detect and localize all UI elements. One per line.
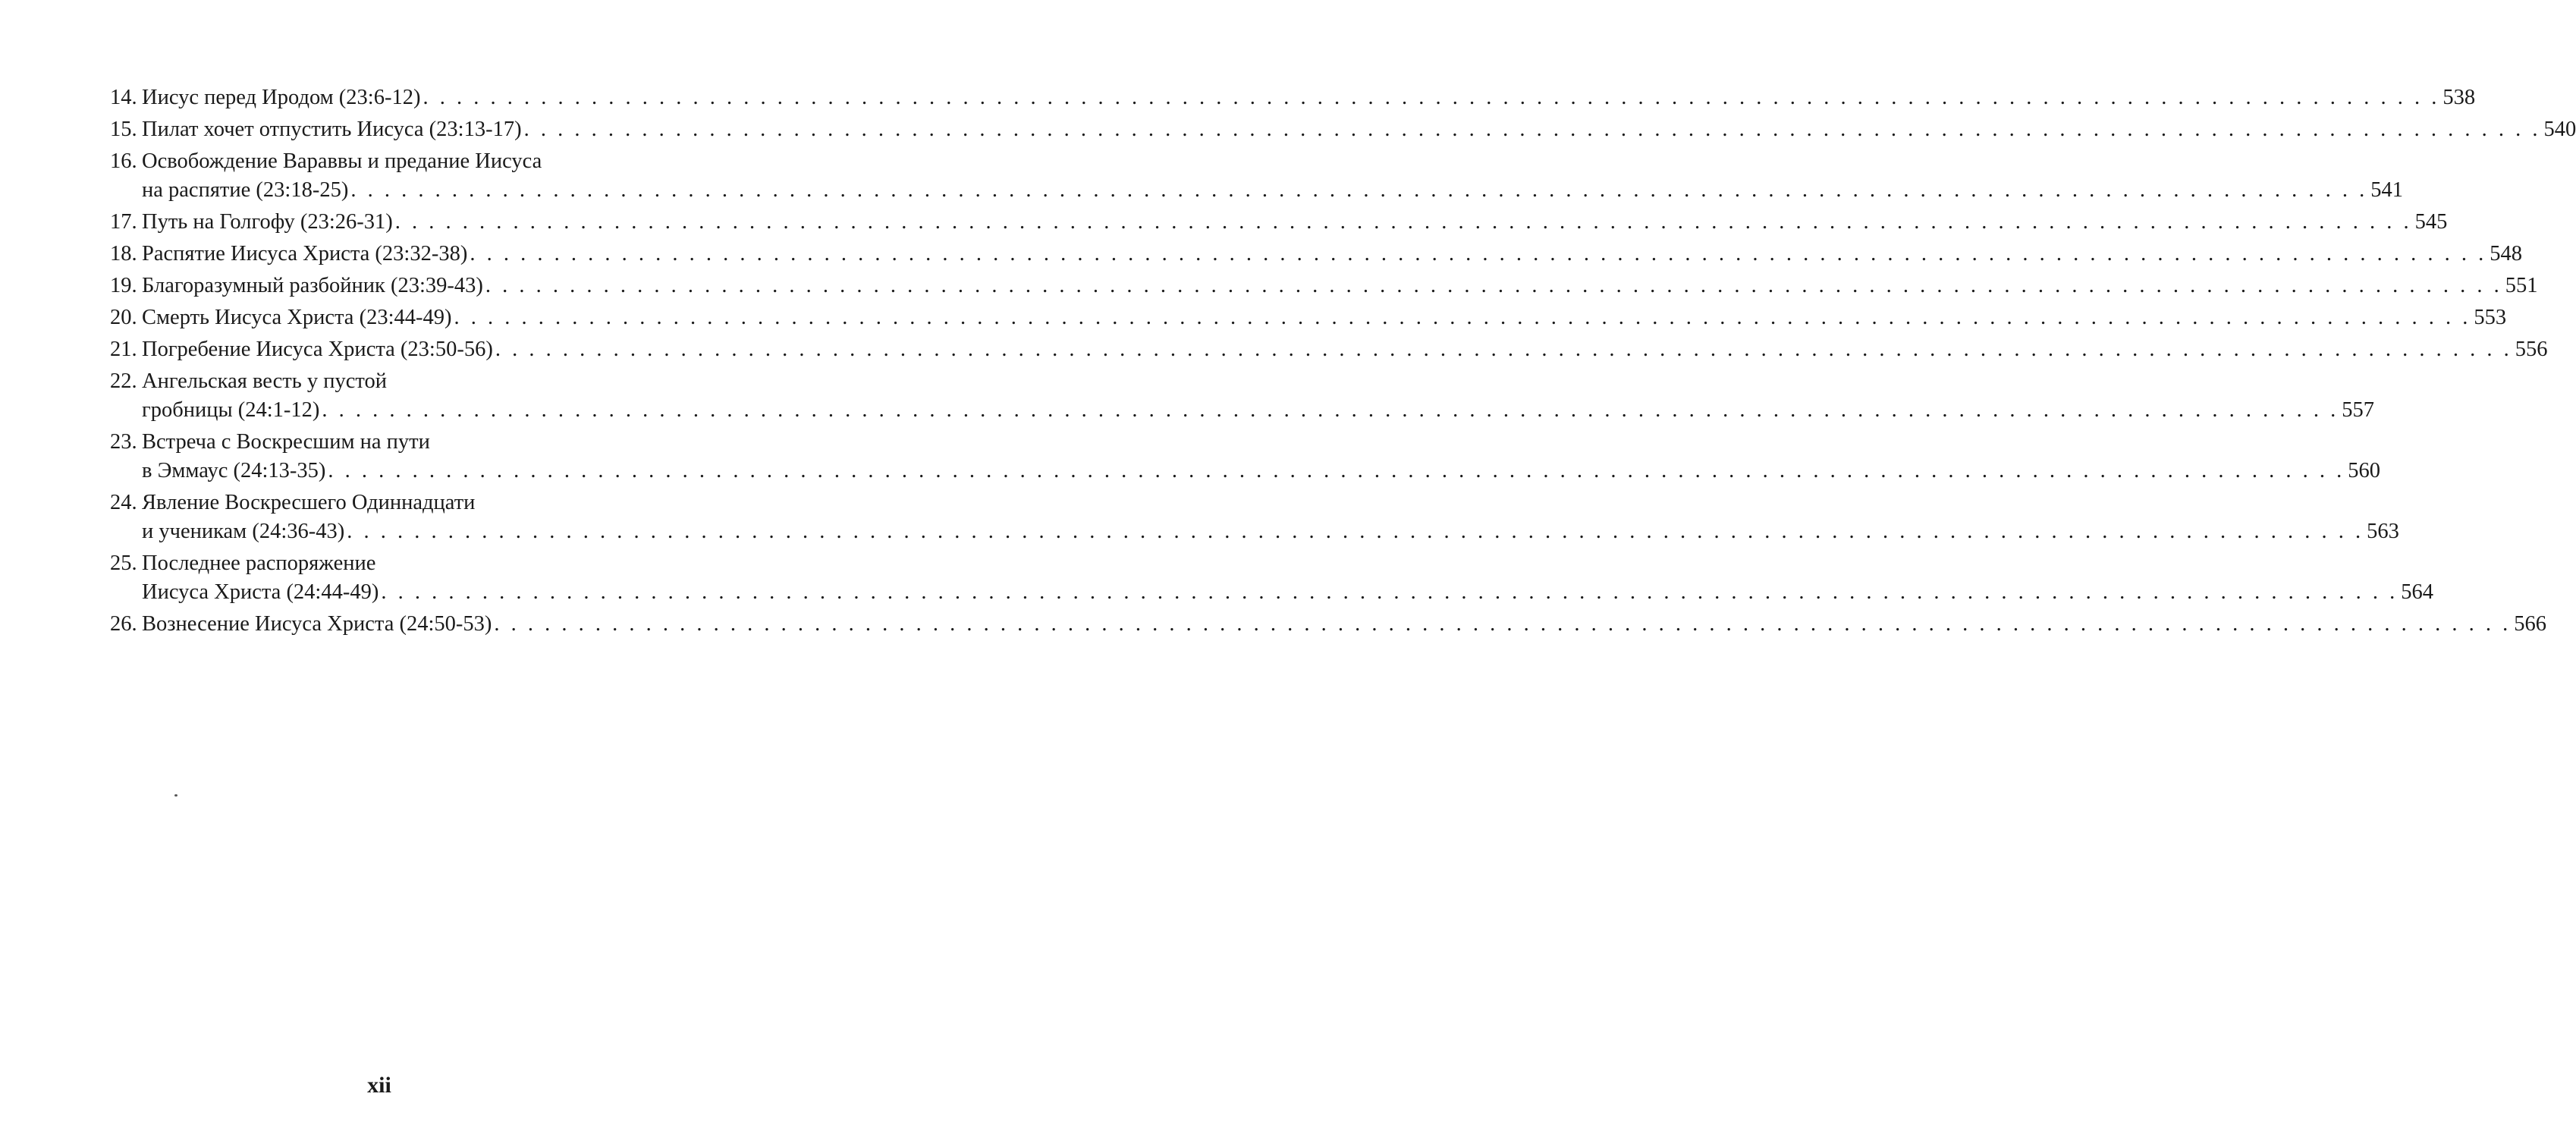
toc-entry-number: 20. xyxy=(110,306,137,329)
toc-entry-number: 18. xyxy=(110,242,137,266)
dot-leader: . . . . . . . . . . . . . . . . . . . . . . . . . . . . . . . . . . . . . . . . . . . . . . . . . . . . . . . . . . . . . . . . . . . . . . . . . . . . . . . . . . . . . . . . . . . . . . . . . . . . . . . . . . . . . . . . . . . . . . . . xyxy=(328,459,2345,482)
toc-entry-number: 15. xyxy=(110,118,137,141)
toc-entry-page: 553 xyxy=(2474,306,2507,329)
toc-entry-page: 563 xyxy=(2367,520,2399,543)
dot-leader: . . . . . . . . . . . . . . . . . . . . . . . . . . . . . . . . . . . . . . . . . . . . . . . . . . . . . . . . . . . . . . . . . . . . . . . . . . . . . . . . . . . . . . . . . . . . . . . . . . . . . . . . . . . . . . . . . . . . . . . . xyxy=(470,242,2487,266)
toc-entry xyxy=(110,303,2507,332)
toc-entry-number: 24. xyxy=(110,491,137,514)
toc-entry-number: 16. xyxy=(110,149,137,173)
dot-leader: . . . . . . . . . . . . . . . . . . . . . . . . . . . . . . . . . . . . . . . . . . . . . . . . . . . . . . . . . . . . . . . . . . . . . . . . . . . . . . . . . . . . . . . . . . . . . . . . . . . . . . . . . . . . . . . . . . . . . . . . xyxy=(347,520,2364,543)
toc-entry-page: 556 xyxy=(2515,338,2548,361)
toc-entry-title: Встреча с Воскресшим на пути xyxy=(142,430,430,454)
toc-entry xyxy=(110,549,2433,607)
toc-entry-number: 17. xyxy=(110,210,137,234)
toc-entry xyxy=(110,367,2374,425)
toc-entry-page: 564 xyxy=(2401,580,2433,604)
toc-entry-title: Иисуса Христа (24:44-49) xyxy=(142,580,379,604)
toc-entry-title: на распятие (23:18-25) xyxy=(142,178,349,202)
dot-leader: . . . . . . . . . . . . . . . . . . . . . . . . . . . . . . . . . . . . . . . . . . . . . . . . . . . . . . . . . . . . . . . . . . . . . . . . . . . . . . . . . . . . . . . . . . . . . . . . . . . . . . . . . . . . . . . . . . . . . . . . xyxy=(454,306,2471,329)
toc-entry-title: Пилат хочет отпустить Иисуса (23:13-17) xyxy=(142,118,522,141)
toc-entry-number: 23. xyxy=(110,430,137,454)
dot-leader: . . . . . . . . . . . . . . . . . . . . . . . . . . . . . . . . . . . . . . . . . . . . . . . . . . . . . . . . . . . . . . . . . . . . . . . . . . . . . . . . . . . . . . . . . . . . . . . . . . . . . . . . . . . . . . . . . . . . . . . . xyxy=(494,612,2512,636)
toc-entry-title: Смерть Иисуса Христа (23:44-49) xyxy=(142,306,452,329)
dot-leader: . . . . . . . . . . . . . . . . . . . . . . . . . . . . . . . . . . . . . . . . . . . . . . . . . . . . . . . . . . . . . . . . . . . . . . . . . . . . . . . . . . . . . . . . . . . . . . . . . . . . . . . . . . . . . . . . . . . . . . . . xyxy=(322,398,2339,422)
toc-entry-title: Путь на Голгофу (23:26-31) xyxy=(142,210,393,234)
toc-entry-title: в Эммаус (24:13-35) xyxy=(142,459,326,482)
dot-leader: . . . . . . . . . . . . . . . . . . . . . . . . . . . . . . . . . . . . . . . . . . . . . . . . . . . . . . . . . . . . . . . . . . . . . . . . . . . . . . . . . . . . . . . . . . . . . . . . . . . . . . . . . . . . . . . . . . . . . . . . xyxy=(495,338,2512,361)
dot-leader: . . . . . . . . . . . . . . . . . . . . . . . . . . . . . . . . . . . . . . . . . . . . . . . . . . . . . . . . . . . . . . . . . . . . . . . . . . . . . . . . . . . . . . . . . . . . . . . . . . . . . . . . . . . . . . . . . . . . . . . . xyxy=(423,86,2440,109)
toc-entry-title: Последнее распоряжение xyxy=(142,552,376,575)
page-number: xii xyxy=(367,1073,391,1098)
toc-entry xyxy=(110,83,2476,112)
toc-entry-line xyxy=(110,83,2476,112)
toc-entry-line xyxy=(110,578,2433,607)
toc-entry-page: 560 xyxy=(2348,459,2381,482)
toc-entry-title: Благоразумный разбойник (23:39-43) xyxy=(142,274,483,297)
dot-leader: . . . . . . . . . . . . . . . . . . . . . . . . . . . . . . . . . . . . . . . . . . . . . . . . . . . . . . . . . . . . . . . . . . . . . . . . . . . . . . . . . . . . . . . . . . . . . . . . . . . . . . . . . . . . . . . . . . . . . . . . xyxy=(485,274,2502,297)
toc-entry-page: 545 xyxy=(2414,210,2448,234)
toc-entry-number: 19. xyxy=(110,274,137,297)
toc-entry-line xyxy=(110,335,2548,364)
toc-entry-number: 26. xyxy=(110,612,137,636)
toc-entry-line xyxy=(110,147,705,176)
toc-entry-line xyxy=(110,303,2507,332)
toc-entry-page: 566 xyxy=(2514,612,2547,636)
toc-entry-line xyxy=(110,428,705,457)
toc-entry-page: 548 xyxy=(2490,242,2522,266)
dot-leader: . . . . . . . . . . . . . . . . . . . . . . . . . . . . . . . . . . . . . . . . . . . . . . . . . . . . . . . . . . . . . . . . . . . . . . . . . . . . . . . . . . . . . . . . . . . . . . . . . . . . . . . . . . . . . . . . . . . . . . . . xyxy=(394,210,2412,234)
toc-entry xyxy=(110,610,2547,639)
toc-entry xyxy=(110,489,2399,546)
toc-entry-number: 25. xyxy=(110,552,137,575)
toc-entry-number: 22. xyxy=(110,369,137,393)
toc-entry-title: Ангельская весть у пустой xyxy=(142,369,387,393)
toc-entry xyxy=(110,428,2381,486)
toc-entry-line xyxy=(110,517,2399,546)
toc-entry-number: 21. xyxy=(110,338,137,361)
toc-entry-line xyxy=(110,457,2381,486)
toc-entry xyxy=(110,115,2576,144)
toc-entry xyxy=(110,147,2403,205)
toc-entry xyxy=(110,240,2522,269)
dot-leader: . . . . . . . . . . . . . . . . . . . . . . . . . . . . . . . . . . . . . . . . . . . . . . . . . . . . . . . . . . . . . . . . . . . . . . . . . . . . . . . . . . . . . . . . . . . . . . . . . . . . . . . . . . . . . . . . . . . . . . . . xyxy=(381,580,2399,604)
toc-entry-line xyxy=(110,610,2547,639)
toc-entry-line xyxy=(110,396,2374,425)
toc-entry-title: Иисус перед Иродом (23:6-12) xyxy=(142,86,421,109)
toc-entry-line xyxy=(110,367,705,396)
toc-entry xyxy=(110,208,2448,237)
toc-entry-title: Распятие Иисуса Христа (23:32-38) xyxy=(142,242,468,266)
toc-entry-line xyxy=(110,115,2576,144)
toc-entry-line xyxy=(110,208,2448,237)
table-of-contents xyxy=(110,83,2576,642)
toc-entry-title: Вознесение Иисуса Христа (24:50-53) xyxy=(142,612,492,636)
toc-entry-line xyxy=(110,272,2538,300)
toc-entry-number: 14. xyxy=(110,86,137,109)
toc-entry-title: Погребение Иисуса Христа (23:50-56) xyxy=(142,338,493,361)
toc-entry-line xyxy=(110,240,2522,269)
toc-entry-line xyxy=(110,176,2403,205)
toc-entry-line xyxy=(110,489,705,517)
dot-leader: . . . . . . . . . . . . . . . . . . . . . . . . . . . . . . . . . . . . . . . . . . . . . . . . . . . . . . . . . . . . . . . . . . . . . . . . . . . . . . . . . . . . . . . . . . . . . . . . . . . . . . . . . . . . . . . . . . . . . . . . xyxy=(523,118,2541,141)
toc-entry-line xyxy=(110,549,705,578)
toc-entry-page: 557 xyxy=(2342,398,2374,422)
dot-leader: . . . . . . . . . . . . . . . . . . . . . . . . . . . . . . . . . . . . . . . . . . . . . . . . . . . . . . . . . . . . . . . . . . . . . . . . . . . . . . . . . . . . . . . . . . . . . . . . . . . . . . . . . . . . . . . . . . . . . . . . xyxy=(350,178,2368,202)
toc-entry-title: и ученикам (24:36-43) xyxy=(142,520,345,543)
print-speck xyxy=(174,794,177,797)
toc-entry-title: Явление Воскресшего Одиннадцати xyxy=(142,491,476,514)
toc-entry-title: гробницы (24:1-12) xyxy=(142,398,320,422)
toc-entry-page: 540 xyxy=(2543,118,2576,141)
toc-entry-page: 551 xyxy=(2505,274,2538,297)
toc-entry xyxy=(110,272,2538,300)
toc-entry-title: Освобождение Вараввы и предание Иисуса xyxy=(142,149,542,173)
toc-entry-page: 541 xyxy=(2370,178,2403,202)
toc-entry-page: 538 xyxy=(2442,86,2476,109)
toc-entry xyxy=(110,335,2548,364)
